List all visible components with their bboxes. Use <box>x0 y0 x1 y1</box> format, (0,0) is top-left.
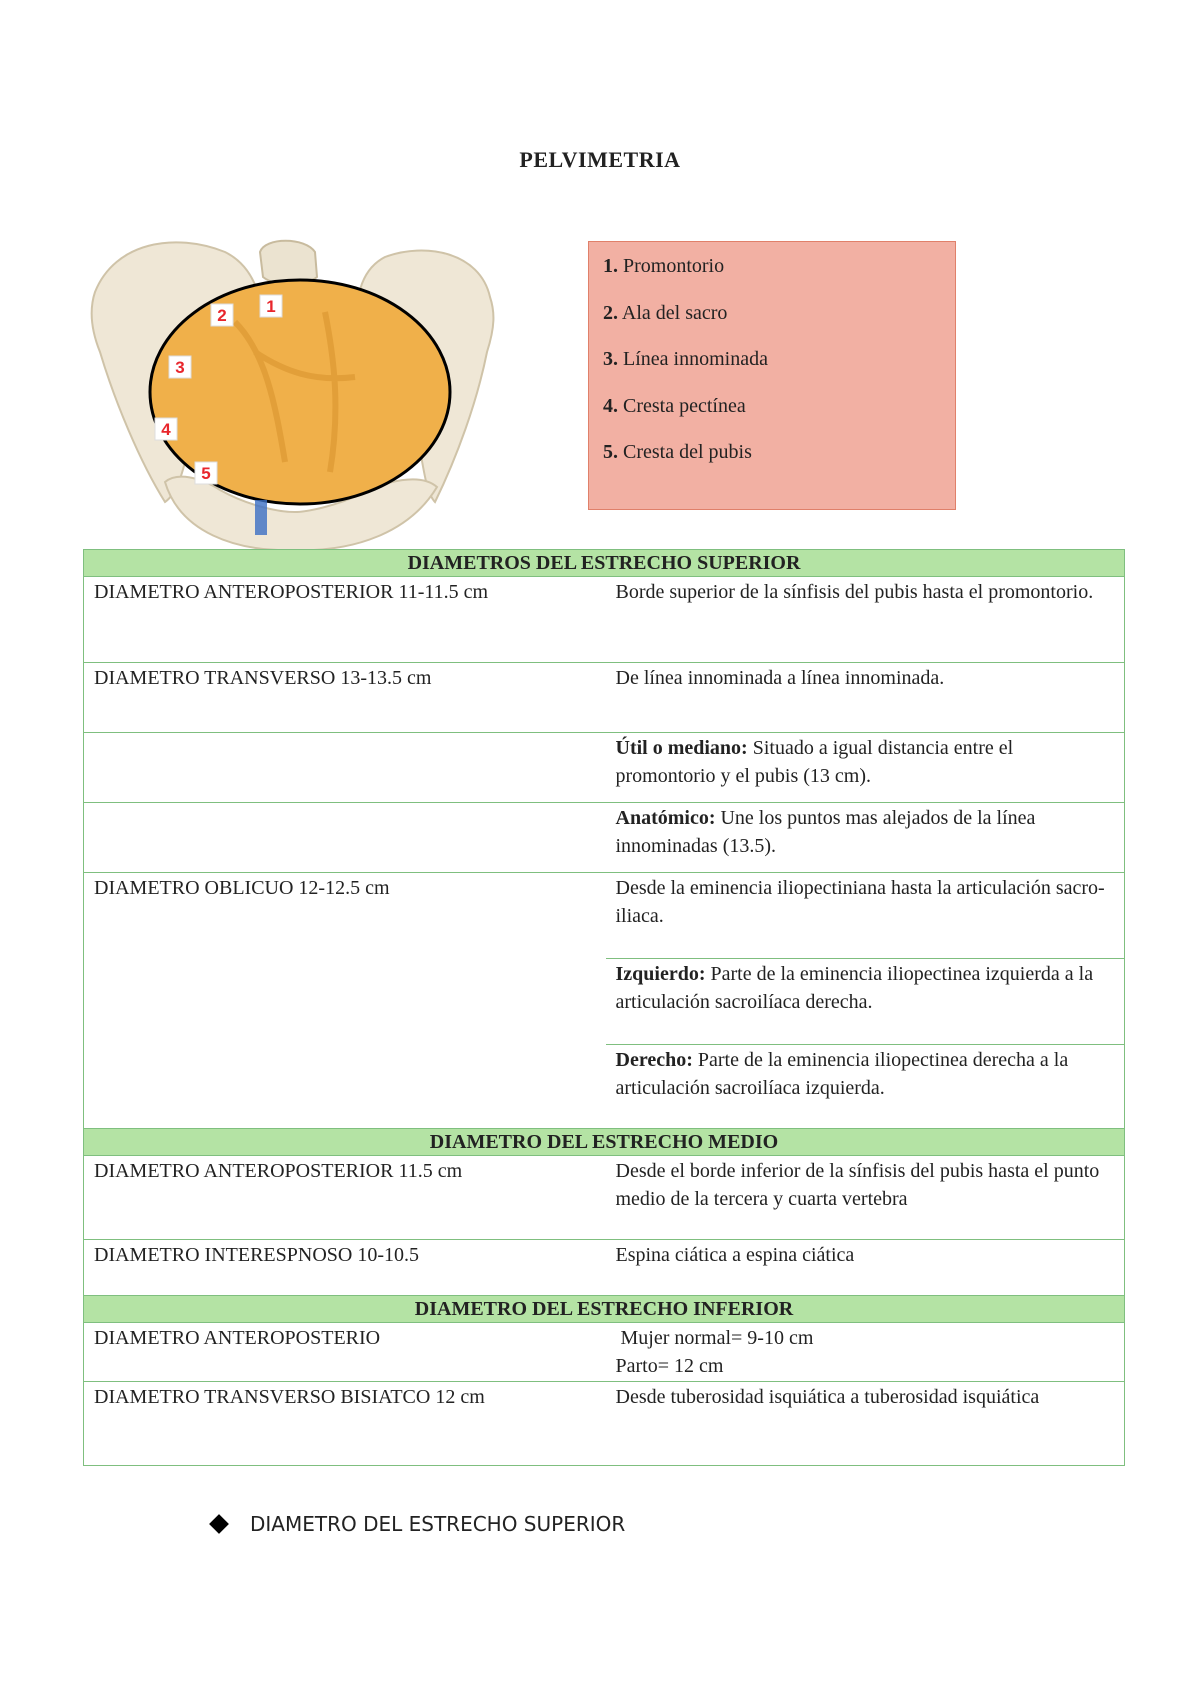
table-row: DIAMETRO ANTEROPOSTERIO Mujer normal= 9-10 cm Parto= 12 cm <box>84 1323 1125 1382</box>
svg-text:4: 4 <box>161 420 171 439</box>
section-header-medio: DIAMETRO DEL ESTRECHO MEDIO <box>84 1129 1125 1156</box>
table-row: DIAMETRO OBLICUO 12-12.5 cm Desde la eminencia iliopectiniana hasta la articulación sacro-iliaca. <box>84 873 1125 959</box>
marker-4 <box>155 418 177 440</box>
marker-1 <box>260 295 282 317</box>
section-header-inferior: DIAMETRO DEL ESTRECHO INFERIOR <box>84 1296 1125 1323</box>
marker-5 <box>195 462 217 484</box>
table-row: Derecho: Parte de la eminencia iliopectinea derecha a la articulación sacroilíaca izquierda. <box>84 1045 1125 1129</box>
table-row: DIAMETRO INTERESPNOSO 10-10.5 Espina ciática a espina ciática <box>84 1240 1125 1296</box>
legend-item: 5. Cresta del pubis <box>603 441 752 463</box>
section-header-superior: DIAMETROS DEL ESTRECHO SUPERIOR <box>84 550 1125 577</box>
table-row: Anatómico: Une los puntos mas alejados de la línea innominadas (13.5). <box>84 803 1125 873</box>
svg-text:2: 2 <box>217 306 227 325</box>
legend-item: 4. Cresta pectínea <box>603 394 746 417</box>
svg-text:3: 3 <box>175 358 185 377</box>
table-row: Útil o mediano: Situado a igual distancia entre el promontorio y el pubis (13 cm). <box>84 733 1125 803</box>
legend-item: 2. Ala del sacro <box>603 301 728 324</box>
table-row: DIAMETRO TRANSVERSO BISIATCO 12 cm Desde tuberosidad isquiática a tuberosidad isquiática <box>84 1382 1125 1466</box>
table-row: Izquierdo: Parte de la eminencia iliopectinea izquierda a la articulación sacroilíaca derecha. <box>84 959 1125 1045</box>
table-row: DIAMETRO ANTEROPOSTERIOR 11-11.5 cm Borde superior de la sínfisis del pubis hasta el promontorio. <box>84 577 1125 663</box>
page-title: PELVIMETRIA <box>519 147 681 172</box>
legend-item: 1. Promontorio <box>603 255 725 277</box>
svg-text:1: 1 <box>266 297 276 316</box>
table-row: DIAMETRO ANTEROPOSTERIOR 11.5 cm Desde el borde inferior de la sínfisis del pubis hasta el punto medio de la tercera y cuarta vertebra <box>84 1156 1125 1240</box>
legend-box <box>588 241 956 510</box>
pelvis-figure <box>85 232 500 552</box>
bullet-heading: DIAMETRO DEL ESTRECHO SUPERIOR <box>212 1512 625 1536</box>
marker-3 <box>169 356 191 378</box>
marker-2 <box>211 304 233 326</box>
diamond-bullet-icon <box>209 1514 229 1534</box>
svg-text:5: 5 <box>201 464 211 483</box>
diameters-table <box>83 549 1125 1466</box>
table-row: DIAMETRO TRANSVERSO 13-13.5 cm De línea innominada a línea innominada. <box>84 663 1125 733</box>
sacrum-vertebra <box>260 241 317 285</box>
legend-item: 3. Línea innominada <box>603 348 768 370</box>
